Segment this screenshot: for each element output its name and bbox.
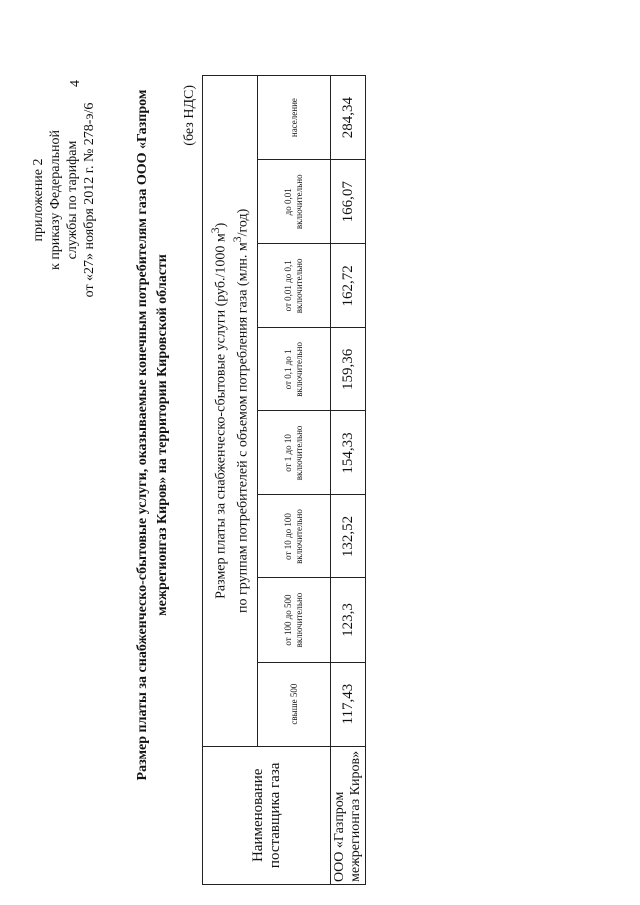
group-label: от 0,01 до 0,1 — [283, 260, 293, 312]
fee-value-cell: 132,52 — [331, 495, 366, 578]
fee-value-cell: 154,33 — [331, 411, 366, 495]
group-label-sub: включительно — [294, 342, 304, 397]
fee-header-line-1 — [208, 78, 230, 744]
supplier-name-line: ООО «Газпром — [332, 791, 347, 882]
fee-header-text: /год) — [235, 208, 251, 237]
title-line-1: Размер платы за снабженческо-сбытовые услуги, оказываемые конечным потребителям газа ООО «Газпром — [135, 89, 150, 781]
group-label: от 100 до 500 — [283, 594, 293, 646]
group-header-100-500 — [258, 578, 331, 662]
title-line-2: межрегионгаз Киров» на территории Кировской области — [155, 254, 170, 616]
group-header-10-100 — [258, 495, 331, 578]
group-label: свыше 500 — [288, 683, 299, 725]
supplier-header-line: поставщика газа — [266, 762, 283, 869]
supplier-column-header — [203, 746, 331, 884]
appendix-line: к приказу Федеральной — [48, 130, 63, 270]
group-header-up-to-0-01 — [258, 160, 331, 244]
document-title — [133, 20, 173, 850]
group-header-population — [258, 76, 331, 160]
appendix-line: от «27» ноября 2012 г. № 278-э/6 — [82, 102, 97, 298]
fee-header-line-2 — [230, 78, 252, 744]
tariff-table — [202, 75, 366, 885]
supplier-name-cell — [331, 746, 366, 884]
fee-value-cell: 159,36 — [331, 328, 366, 411]
fee-header-superscript: 3 — [231, 236, 244, 243]
supplier-name-line: межрегионгаз Киров» — [348, 750, 363, 882]
group-label-sub: включительно — [294, 174, 304, 230]
fee-header-text: по группам потребителей с объемом потребления газа (млн. м — [235, 242, 251, 613]
fee-value-cell: 123,3 — [331, 578, 366, 662]
fee-value-cell: 162,72 — [331, 244, 366, 328]
fee-value-cell: 284,34 — [331, 76, 366, 160]
supplier-header-line: Наименование — [249, 768, 266, 863]
group-label: до 0,01 — [283, 188, 293, 216]
fee-value-cell: 117,43 — [331, 662, 366, 746]
group-label: от 1 до 10 — [283, 434, 293, 472]
fee-header-text: Размер платы за снабженческо-сбытовые услуги (руб./1000 м — [214, 233, 229, 599]
table-row — [331, 76, 366, 885]
group-label: от 0,1 до 1 — [283, 349, 293, 390]
group-label-sub: включительно — [294, 509, 304, 564]
group-header-0-1-1 — [258, 328, 331, 411]
group-header-0-01-0-1 — [258, 244, 331, 328]
fee-header-text: ) — [214, 222, 229, 228]
appendix-line: службы по тарифам — [65, 140, 80, 260]
group-label-sub: включительно — [294, 425, 304, 481]
group-label-sub: включительно — [294, 592, 304, 648]
appendix-line: приложение 2 — [31, 158, 46, 242]
fee-group-header — [203, 76, 258, 747]
fee-value-cell: 166,07 — [331, 160, 366, 244]
group-header-over-500 — [258, 662, 331, 746]
page-number: 4 — [68, 80, 83, 87]
appendix-note — [30, 80, 98, 320]
vat-note: (без НДС) — [182, 85, 197, 146]
group-label: население — [288, 98, 299, 138]
group-label-sub: включительно — [294, 258, 304, 314]
group-label: от 10 до 100 — [283, 513, 293, 560]
group-header-1-10 — [258, 411, 331, 495]
fee-header-superscript: 3 — [209, 227, 223, 234]
